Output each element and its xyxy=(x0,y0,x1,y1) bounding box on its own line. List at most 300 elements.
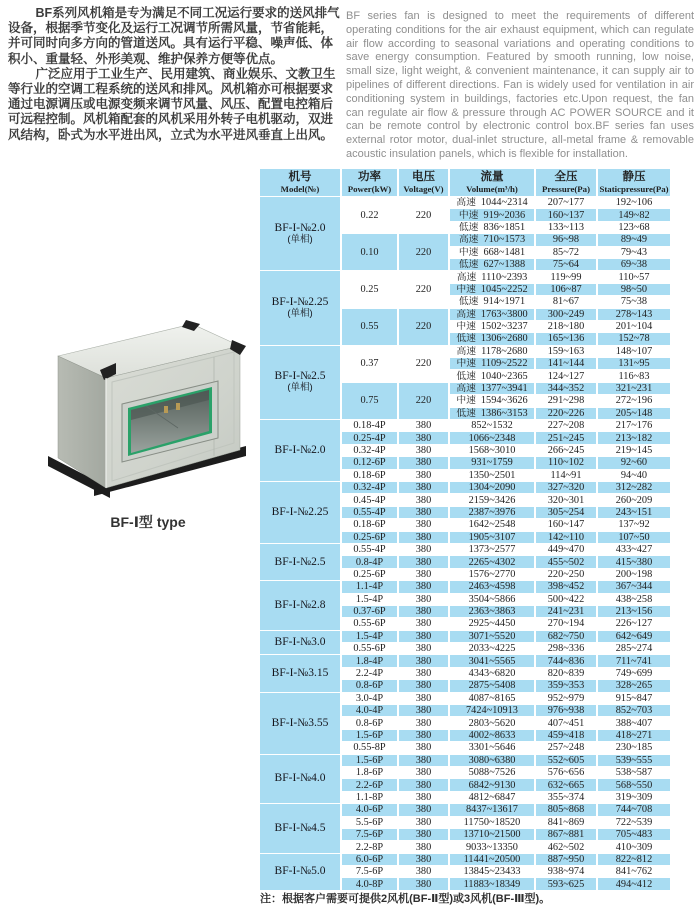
pressure-cell: 75~64 xyxy=(535,258,597,270)
power-cell: 7.5-6P xyxy=(341,828,398,840)
model-cell xyxy=(259,271,341,345)
col-header-zh: 流量 xyxy=(480,170,504,183)
pressure-cell: 744~836 xyxy=(535,655,597,667)
static-pressure-cell: 243~151 xyxy=(597,506,671,518)
static-pressure-cell: 230~185 xyxy=(597,742,671,754)
table-note: 注：根据客户需要可提供2风机(BF-Ⅱ型)或3风机(BF-Ⅲ型)。 xyxy=(260,893,551,905)
pressure-cell: 593~625 xyxy=(535,878,597,890)
col-header-zh: 全压 xyxy=(554,170,578,183)
volume-cell xyxy=(449,221,535,233)
voltage-cell: 380 xyxy=(398,568,449,580)
static-pressure-cell: 538~587 xyxy=(597,766,671,778)
speed-label: 中速 xyxy=(456,321,476,333)
power-cell: 4.0-8P xyxy=(341,878,398,890)
table-row xyxy=(259,197,671,209)
col-header-en: Model(№) xyxy=(280,183,320,194)
table-row xyxy=(259,692,671,704)
volume-value: 1045~2252 xyxy=(480,283,528,295)
pressure-cell: 266~245 xyxy=(535,444,597,456)
speed-label: 中速 xyxy=(456,395,476,407)
model-phase: (单相) xyxy=(287,382,313,394)
col-header-0 xyxy=(259,169,341,197)
static-pressure-cell: 749~699 xyxy=(597,667,671,679)
volume-cell xyxy=(449,234,535,246)
pressure-cell: 320~301 xyxy=(535,494,597,506)
static-pressure-cell: 110~57 xyxy=(597,271,671,283)
speed-label: 低速 xyxy=(456,333,476,345)
model-name: BF-I-№2.8 xyxy=(274,598,326,611)
power-cell: 0.10 xyxy=(341,234,398,271)
volume-cell: 9033~13350 xyxy=(449,841,535,853)
voltage-cell: 380 xyxy=(398,630,449,642)
power-cell: 0.32-4P xyxy=(341,444,398,456)
volume-with-speed xyxy=(450,222,534,233)
voltage-cell: 380 xyxy=(398,742,449,754)
volume-cell: 3504~5866 xyxy=(449,593,535,605)
table-row xyxy=(259,345,671,357)
col-header-en: Power(kW) xyxy=(347,183,392,194)
volume-with-speed xyxy=(450,197,534,208)
model-name: BF-I-№3.0 xyxy=(274,636,326,649)
voltage-cell: 380 xyxy=(398,717,449,729)
volume-cell: 11441~20500 xyxy=(449,853,535,865)
voltage-cell: 380 xyxy=(398,543,449,555)
volume-with-speed xyxy=(450,234,534,245)
volume-cell xyxy=(449,382,535,394)
pressure-cell: 124~127 xyxy=(535,370,597,382)
static-pressure-cell: 116~83 xyxy=(597,370,671,382)
intro-zh-paragraph-2: 广泛应用于工业生产、民用建筑、商业娱乐、文教卫生等行业的空调工程系统的送风和排风。风机箱亦可根据要求通过电源调压或电源变频来调节风量、风压、配置电控箱后可远程控制。风机箱配套的风机采用外转子电机驱动，双进风结构，卧式为水平进出风，立式为水平进风垂直上出风。 xyxy=(8,66,336,142)
volume-cell: 3071~5520 xyxy=(449,630,535,642)
col-header-zh: 功率 xyxy=(358,170,381,183)
pressure-cell: 241~231 xyxy=(535,605,597,617)
table-row xyxy=(259,481,671,493)
voltage-cell: 220 xyxy=(398,345,449,382)
pressure-cell: 455~502 xyxy=(535,556,597,568)
volume-cell xyxy=(449,271,535,283)
voltage-cell: 380 xyxy=(398,444,449,456)
model-name: BF-I-№2.0 xyxy=(274,221,326,234)
power-cell: 2.2-6P xyxy=(341,779,398,791)
volume-value: 836~1851 xyxy=(483,221,526,233)
static-pressure-cell: 722~539 xyxy=(597,816,671,828)
voltage-cell: 380 xyxy=(398,618,449,630)
power-cell: 0.12-6P xyxy=(341,457,398,469)
pressure-cell: 160~137 xyxy=(535,209,597,221)
voltage-cell: 380 xyxy=(398,605,449,617)
volume-value: 1109~2522 xyxy=(481,358,528,370)
voltage-cell: 380 xyxy=(398,556,449,568)
static-pressure-cell: 79~43 xyxy=(597,246,671,258)
volume-cell: 11750~18520 xyxy=(449,816,535,828)
voltage-cell: 380 xyxy=(398,841,449,853)
volume-cell: 1576~2770 xyxy=(449,568,535,580)
pressure-cell: 159~163 xyxy=(535,345,597,357)
static-pressure-cell: 367~344 xyxy=(597,581,671,593)
speed-label: 高速 xyxy=(456,308,476,320)
volume-with-speed xyxy=(450,296,534,307)
static-pressure-cell: 98~50 xyxy=(597,283,671,295)
volume-cell xyxy=(449,333,535,345)
static-pressure-cell: 494~412 xyxy=(597,878,671,890)
pressure-cell: 81~67 xyxy=(535,296,597,308)
model-phase: (单相) xyxy=(287,308,313,320)
volume-cell: 1642~2548 xyxy=(449,519,535,531)
voltage-cell: 380 xyxy=(398,680,449,692)
static-pressure-cell: 410~309 xyxy=(597,841,671,853)
pressure-cell: 220~250 xyxy=(535,568,597,580)
col-header-en: Voltage(V) xyxy=(403,183,444,194)
voltage-cell: 380 xyxy=(398,519,449,531)
pressure-cell: 298~336 xyxy=(535,643,597,655)
voltage-cell: 380 xyxy=(398,766,449,778)
volume-cell: 852~1532 xyxy=(449,420,535,432)
col-header-zh: 电压 xyxy=(412,170,435,183)
static-pressure-cell: 94~40 xyxy=(597,469,671,481)
power-cell: 0.55-4P xyxy=(341,506,398,518)
static-pressure-cell: 217~176 xyxy=(597,420,671,432)
pressure-cell: 160~147 xyxy=(535,519,597,531)
col-header-2 xyxy=(398,169,449,197)
volume-cell xyxy=(449,209,535,221)
static-pressure-cell: 328~265 xyxy=(597,680,671,692)
volume-value: 1044~2314 xyxy=(480,197,528,209)
pressure-cell: 344~352 xyxy=(535,382,597,394)
power-cell: 0.8-6P xyxy=(341,717,398,729)
volume-with-speed xyxy=(450,309,534,320)
volume-cell: 5088~7526 xyxy=(449,766,535,778)
volume-cell: 2875~5408 xyxy=(449,680,535,692)
power-cell: 0.18-6P xyxy=(341,469,398,481)
voltage-cell: 380 xyxy=(398,729,449,741)
power-cell: 3.0-4P xyxy=(341,692,398,704)
volume-cell: 1568~3010 xyxy=(449,444,535,456)
volume-cell xyxy=(449,258,535,270)
volume-value: 627~1388 xyxy=(483,259,526,271)
power-cell: 0.25-4P xyxy=(341,432,398,444)
speed-label: 低速 xyxy=(456,407,476,419)
volume-with-speed xyxy=(450,321,534,332)
model-name: BF-I-№2.5 xyxy=(274,370,326,383)
pressure-cell: 141~144 xyxy=(535,358,597,370)
speed-label: 中速 xyxy=(456,358,477,370)
power-cell: 1.5-6P xyxy=(341,729,398,741)
static-pressure-cell: 852~703 xyxy=(597,705,671,717)
power-cell: 0.55-4P xyxy=(341,543,398,555)
volume-cell: 1373~2577 xyxy=(449,543,535,555)
speed-label: 低速 xyxy=(458,221,479,233)
pressure-cell: 407~451 xyxy=(535,717,597,729)
volume-cell xyxy=(449,320,535,332)
model-cell xyxy=(259,345,341,419)
volume-cell: 3080~6380 xyxy=(449,754,535,766)
static-pressure-cell: 226~127 xyxy=(597,618,671,630)
pressure-cell: 106~87 xyxy=(535,283,597,295)
volume-with-speed xyxy=(450,210,534,221)
voltage-cell: 380 xyxy=(398,804,449,816)
static-pressure-cell: 418~271 xyxy=(597,729,671,741)
power-cell: 6.0-6P xyxy=(341,853,398,865)
voltage-cell: 380 xyxy=(398,878,449,890)
pressure-cell: 165~136 xyxy=(535,333,597,345)
voltage-cell: 380 xyxy=(398,420,449,432)
voltage-cell: 220 xyxy=(398,271,449,308)
pressure-cell: 500~422 xyxy=(535,593,597,605)
table-row xyxy=(259,655,671,667)
model-name: BF-I-№2.5 xyxy=(274,555,326,568)
static-pressure-cell: 192~106 xyxy=(597,197,671,209)
volume-cell: 13710~21500 xyxy=(449,828,535,840)
static-pressure-cell: 75~38 xyxy=(597,296,671,308)
speed-label: 高速 xyxy=(458,234,479,246)
table-row xyxy=(259,271,671,283)
volume-value: 919~2036 xyxy=(483,209,526,221)
static-pressure-cell: 285~274 xyxy=(597,643,671,655)
static-pressure-cell: 148~107 xyxy=(597,345,671,357)
voltage-cell: 380 xyxy=(398,866,449,878)
power-cell: 0.37-6P xyxy=(341,605,398,617)
volume-value: 914~1971 xyxy=(483,296,526,308)
spec-table-body xyxy=(259,197,671,891)
voltage-cell: 380 xyxy=(398,581,449,593)
static-pressure-cell: 312~282 xyxy=(597,481,671,493)
col-header-3 xyxy=(449,169,535,197)
col-header-1 xyxy=(341,169,398,197)
volume-cell: 3041~5565 xyxy=(449,655,535,667)
voltage-cell: 380 xyxy=(398,816,449,828)
static-pressure-cell: 123~68 xyxy=(597,221,671,233)
volume-value: 1040~2365 xyxy=(480,370,528,382)
voltage-cell: 380 xyxy=(398,705,449,717)
pressure-cell: 257~248 xyxy=(535,742,597,754)
volume-cell: 2363~3863 xyxy=(449,605,535,617)
static-pressure-cell: 278~143 xyxy=(597,308,671,320)
table-row xyxy=(259,804,671,816)
pressure-cell: 114~91 xyxy=(535,469,597,481)
volume-cell: 931~1759 xyxy=(449,457,535,469)
fan-box-illustration xyxy=(46,310,250,508)
volume-value: 710~1573 xyxy=(483,234,526,246)
speed-label: 高速 xyxy=(456,383,476,395)
pressure-cell: 207~177 xyxy=(535,197,597,209)
voltage-cell: 220 xyxy=(398,308,449,345)
power-cell: 0.45-4P xyxy=(341,494,398,506)
volume-cell: 13845~23433 xyxy=(449,866,535,878)
volume-cell: 4343~6820 xyxy=(449,667,535,679)
pressure-cell: 96~98 xyxy=(535,234,597,246)
volume-with-speed xyxy=(450,371,534,382)
volume-with-speed xyxy=(450,259,534,270)
volume-cell: 1350~2501 xyxy=(449,469,535,481)
table-row xyxy=(259,543,671,555)
model-name: BF-I-№3.55 xyxy=(271,716,329,729)
pressure-cell: 952~979 xyxy=(535,692,597,704)
power-cell: 2.2-8P xyxy=(341,841,398,853)
static-pressure-cell: 219~145 xyxy=(597,444,671,456)
volume-cell: 3301~5646 xyxy=(449,742,535,754)
volume-cell xyxy=(449,345,535,357)
pressure-cell: 227~208 xyxy=(535,420,597,432)
intro-chinese xyxy=(8,6,343,143)
model-name: BF-I-№5.0 xyxy=(274,865,326,878)
power-cell: 5.5-6P xyxy=(341,816,398,828)
model-cell xyxy=(259,481,341,543)
volume-cell: 6842~9130 xyxy=(449,779,535,791)
volume-cell xyxy=(449,296,535,308)
spec-table xyxy=(258,168,672,891)
volume-cell: 2387~3976 xyxy=(449,506,535,518)
model-cell xyxy=(259,630,341,655)
static-pressure-cell: 131~95 xyxy=(597,358,671,370)
static-pressure-cell: 107~50 xyxy=(597,531,671,543)
model-name: BF-I-№2.25 xyxy=(271,505,329,518)
table-row xyxy=(259,581,671,593)
pressure-cell: 938~974 xyxy=(535,866,597,878)
static-pressure-cell: 711~741 xyxy=(597,655,671,667)
col-header-en: Volume(m³/h) xyxy=(466,183,518,194)
voltage-cell: 380 xyxy=(398,481,449,493)
static-pressure-cell: 213~156 xyxy=(597,605,671,617)
pressure-cell: 359~353 xyxy=(535,680,597,692)
static-pressure-cell: 438~258 xyxy=(597,593,671,605)
voltage-cell: 380 xyxy=(398,506,449,518)
table-row xyxy=(259,630,671,642)
model-cell xyxy=(259,692,341,754)
power-cell: 0.8-4P xyxy=(341,556,398,568)
volume-cell: 2463~4598 xyxy=(449,581,535,593)
static-pressure-cell: 89~49 xyxy=(597,234,671,246)
volume-cell: 11883~18349 xyxy=(449,878,535,890)
voltage-cell: 380 xyxy=(398,531,449,543)
pressure-cell: 251~245 xyxy=(535,432,597,444)
pressure-cell: 327~320 xyxy=(535,481,597,493)
volume-cell: 4087~8165 xyxy=(449,692,535,704)
power-cell: 0.55 xyxy=(341,308,398,345)
pressure-cell: 449~470 xyxy=(535,543,597,555)
col-header-zh: 机号 xyxy=(288,170,312,183)
static-pressure-cell: 433~427 xyxy=(597,543,671,555)
static-pressure-cell: 568~550 xyxy=(597,779,671,791)
volume-cell xyxy=(449,246,535,258)
volume-cell: 2925~4450 xyxy=(449,618,535,630)
voltage-cell: 380 xyxy=(398,457,449,469)
model-name: BF-I-№4.0 xyxy=(274,772,326,785)
static-pressure-cell: 539~555 xyxy=(597,754,671,766)
volume-cell: 8437~13617 xyxy=(449,804,535,816)
pressure-cell: 552~605 xyxy=(535,754,597,766)
power-cell: 2.2-4P xyxy=(341,667,398,679)
volume-cell: 2033~4225 xyxy=(449,643,535,655)
product-caption: BF-Ⅰ型 type xyxy=(110,514,186,530)
voltage-cell: 380 xyxy=(398,432,449,444)
voltage-cell: 380 xyxy=(398,791,449,803)
speed-label: 高速 xyxy=(456,197,476,209)
power-cell: 0.25 xyxy=(341,271,398,308)
static-pressure-cell: 272~196 xyxy=(597,395,671,407)
voltage-cell: 380 xyxy=(398,494,449,506)
voltage-cell: 380 xyxy=(398,692,449,704)
volume-cell xyxy=(449,308,535,320)
volume-cell: 4002~8633 xyxy=(449,729,535,741)
pressure-cell: 119~99 xyxy=(535,271,597,283)
volume-value: 1306~2680 xyxy=(480,333,528,345)
static-pressure-cell: 152~78 xyxy=(597,333,671,345)
pressure-cell: 462~502 xyxy=(535,841,597,853)
intro-zh-paragraph-1: BF系列风机箱是专为满足不同工况运行要求的送风排气设备，根据季节变化及运行工况调节所需风量，节省能耗，并可同时向多方向的管道送风。具有运行平稳、噪声低、体积小、重量轻、外形美观、维护保养方便等优点。 xyxy=(8,6,340,66)
volume-value: 1594~3626 xyxy=(480,395,528,407)
power-cell: 0.55-6P xyxy=(341,643,398,655)
volume-cell xyxy=(449,197,535,209)
volume-cell: 2803~5620 xyxy=(449,717,535,729)
static-pressure-cell: 705~483 xyxy=(597,828,671,840)
model-cell xyxy=(259,581,341,631)
power-cell: 0.18-4P xyxy=(341,420,398,432)
static-pressure-cell: 205~148 xyxy=(597,407,671,419)
model-cell xyxy=(259,543,341,580)
col-header-en: Staticpressure(Pa) xyxy=(599,183,669,194)
static-pressure-cell: 260~209 xyxy=(597,494,671,506)
voltage-cell: 380 xyxy=(398,643,449,655)
pressure-cell: 355~374 xyxy=(535,791,597,803)
volume-cell: 7424~10913 xyxy=(449,705,535,717)
table-row xyxy=(259,853,671,865)
static-pressure-cell: 213~182 xyxy=(597,432,671,444)
voltage-cell: 220 xyxy=(398,234,449,271)
intro-english: BF series fan is designed to meet the requirements of different operating conditions for the air exhaust equipment, which can regulate air flow according to seasonal variations and operating conditions to save energy consumption. Featured by smooth running, low noise, small size, light weight, & convenient maintenance, it can supply air to pipelines of different directions. Fan is widely used for ventilation in air conditioning system in buildings, factories etc.Upon request, the fan can regulate air flow & pressure through AC POWER SOURCE and it can be remote control by electronic control box.BF series fan uses external rotor motor, dual-inlet structure, all-metal frame & removable acoustic insulation panels, which is flexible for installation. xyxy=(346,10,694,160)
pressure-cell: 133~113 xyxy=(535,221,597,233)
power-cell: 0.22 xyxy=(341,197,398,234)
volume-value: 1377~3941 xyxy=(480,383,528,395)
volume-with-speed xyxy=(450,395,534,406)
volume-cell: 2159~3426 xyxy=(449,494,535,506)
volume-cell xyxy=(449,370,535,382)
power-cell: 0.37 xyxy=(341,345,398,382)
pressure-cell: 632~665 xyxy=(535,779,597,791)
power-cell: 0.8-6P xyxy=(341,680,398,692)
pressure-cell: 459~418 xyxy=(535,729,597,741)
spec-table-header xyxy=(259,169,671,197)
volume-with-speed xyxy=(450,247,534,258)
col-header-zh: 静压 xyxy=(622,170,646,183)
volume-cell xyxy=(449,283,535,295)
volume-value: 1178~2680 xyxy=(481,345,528,357)
volume-with-speed xyxy=(450,272,534,283)
volume-with-speed xyxy=(450,383,534,394)
speed-label: 低速 xyxy=(458,296,479,308)
power-cell: 0.55-8P xyxy=(341,742,398,754)
static-pressure-cell: 200~198 xyxy=(597,568,671,580)
pressure-cell: 218~180 xyxy=(535,320,597,332)
power-cell: 0.55-6P xyxy=(341,618,398,630)
volume-cell: 2265~4302 xyxy=(449,556,535,568)
static-pressure-cell: 744~708 xyxy=(597,804,671,816)
volume-with-speed xyxy=(450,284,534,295)
speed-label: 中速 xyxy=(456,283,476,295)
static-pressure-cell: 321~231 xyxy=(597,382,671,394)
pressure-cell: 820~839 xyxy=(535,667,597,679)
voltage-cell: 380 xyxy=(398,667,449,679)
pressure-cell: 291~298 xyxy=(535,395,597,407)
volume-with-speed xyxy=(450,408,534,419)
static-pressure-cell: 201~104 xyxy=(597,320,671,332)
voltage-cell: 380 xyxy=(398,754,449,766)
volume-with-speed xyxy=(450,346,534,357)
power-cell: 0.32-4P xyxy=(341,481,398,493)
pressure-cell: 976~938 xyxy=(535,705,597,717)
pressure-cell: 398~452 xyxy=(535,581,597,593)
volume-value: 668~1481 xyxy=(483,246,526,258)
volume-with-speed xyxy=(450,358,534,369)
